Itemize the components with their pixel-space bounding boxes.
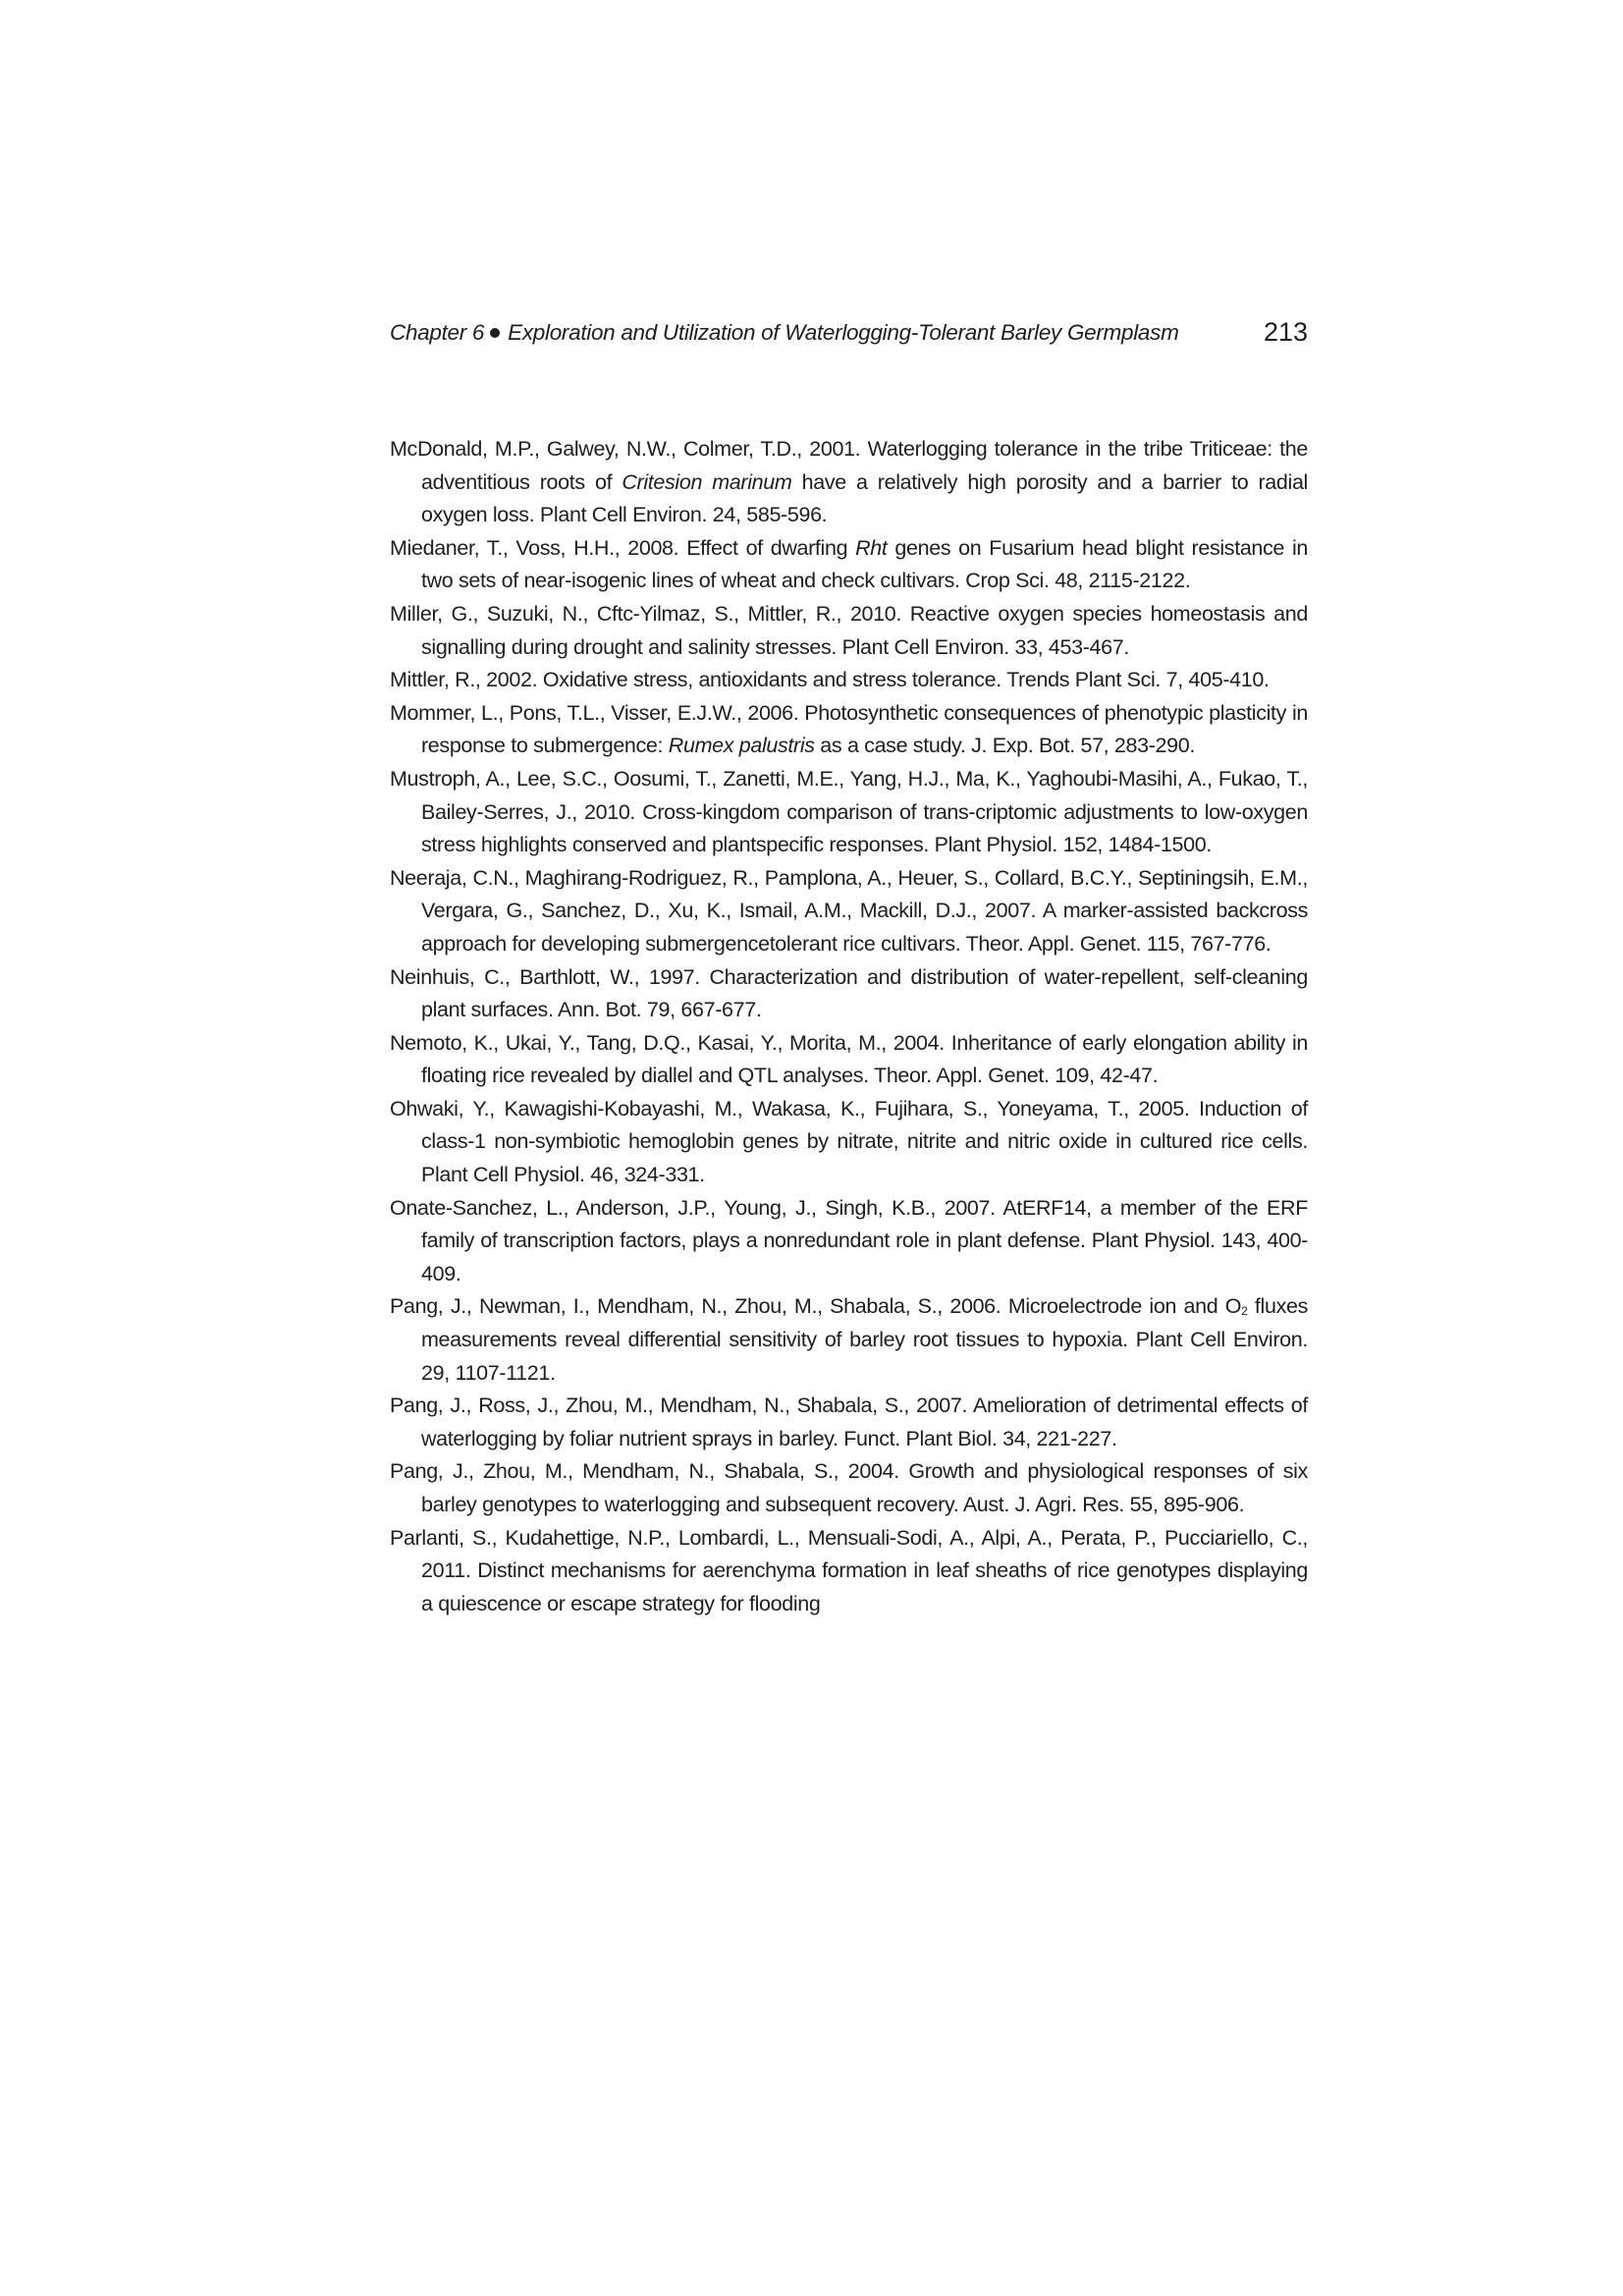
page-number: 213 [1263, 317, 1308, 347]
reference-text: Pang, J., Zhou, M., Mendham, N., Shabala, S., 2004. Growth and physiological responses of six barley genotypes to waterlogging and subsequent recovery. Aust. J. Agri. Res. 55, 895-906. [390, 1459, 1308, 1516]
reference-text: Onate-Sanchez, L., Anderson, J.P., Young, J., Singh, K.B., 2007. AtERF14, a member of the ERF family of transcription factors, plays a nonredundant role in plant defense. Plant Physiol. 143, 400-409. [390, 1195, 1308, 1285]
reference-text: Miedaner, T., Voss, H.H., 2008. Effect of dwarfing [390, 535, 856, 560]
reference-text: Pang, J., Newman, I., Mendham, N., Zhou, M., Shabala, S., 2006. Microelectrode ion and O [390, 1294, 1242, 1319]
reference-entry [390, 1522, 1308, 1621]
reference-entry [390, 862, 1308, 961]
reference-entry [390, 1192, 1308, 1291]
reference-entry [390, 433, 1308, 532]
reference-text: have a relatively high porosity and a barrier to radial oxygen loss. Plant Cell Environ. 24, 585-596. [421, 469, 1308, 527]
reference-entry [390, 1455, 1308, 1521]
reference-entry [390, 532, 1308, 598]
header-line [390, 320, 1179, 346]
reference-entry [390, 1027, 1308, 1093]
reference-text: Mommer, L., Pons, T.L., Visser, E.J.W., 2006. Photosynthetic consequences of phenotypic plasticity in response to submergence: [390, 700, 1308, 758]
reference-text: Nemoto, K., Ukai, Y., Tang, D.Q., Kasai, Y., Morita, M., 2004. Inheritance of early elongation ability in floating rice revealed by diallel and QTL analyses. Theor. Appl. Genet. 109, 42-47. [390, 1030, 1308, 1088]
reference-entry [390, 697, 1308, 763]
chapter-label: Chapter 6 [390, 320, 485, 345]
reference-text: Mustroph, A., Lee, S.C., Oosumi, T., Zanetti, M.E., Yang, H.J., Ma, K., Yaghoubi-Masihi, A., Fukao, T., Bailey-Serres, J., 2010. Cross-kingdom comparison of trans-criptomic adjustments to low-oxygen stress highlights conserved and plantspecific responses. Plant Physiol. 152, 1484-1500. [390, 766, 1308, 857]
reference-entry [390, 1093, 1308, 1192]
reference-text: as a case study. J. Exp. Bot. 57, 283-290. [814, 734, 1195, 758]
reference-text: Neinhuis, C., Barthlott, W., 1997. Characterization and distribution of water-repellent, self-cleaning plant surfaces. Ann. Bot. 79, 667-677. [390, 964, 1308, 1022]
bullet-icon [490, 328, 500, 338]
italic-term: Critesion marinum [622, 469, 792, 494]
reference-entry [390, 1390, 1308, 1455]
reference-list [390, 433, 1308, 1620]
subscript: 2 [1241, 1304, 1248, 1319]
reference-entry [390, 1290, 1308, 1390]
reference-text: Ohwaki, Y., Kawagishi-Kobayashi, M., Wakasa, K., Fujihara, S., Yoneyama, T., 2005. Induction of class-1 non-symbiotic hemoglobin genes by nitrate, nitrite and nitric oxide in cultured rice cells. Plant Cell Physiol. 46, 324-331. [390, 1096, 1308, 1187]
reference-text: Neeraja, C.N., Maghirang-Rodriguez, R., Pamplona, A., Heuer, S., Collard, B.C.Y., Septiningsih, E.M., Vergara, G., Sanchez, D., Xu, K., Ismail, A.M., Mackill, D.J., 2007. A marker-assisted backcross approach for developing submergencetolerant rice cultivars. Theor. Appl. Genet. 115, 767-776. [390, 865, 1308, 956]
reference-text: Mittler, R., 2002. Oxidative stress, antioxidants and stress tolerance. Trends Plant Sci. 7, 405-410. [390, 668, 1270, 692]
italic-term: Rumex palustris [668, 734, 815, 758]
reference-text: Miller, G., Suzuki, N., Cftc-Yilmaz, S., Mittler, R., 2010. Reactive oxygen species homeostasis and signalling during drought and salinity stresses. Plant Cell Environ. 33, 453-467. [390, 601, 1308, 659]
running-header [390, 317, 1308, 355]
reference-entry [390, 664, 1308, 697]
reference-text: Pang, J., Ross, J., Zhou, M., Mendham, N., Shabala, S., 2007. Amelioration of detrimental effects of waterlogging by foliar nutrient sprays in barley. Funct. Plant Biol. 34, 221-227. [390, 1394, 1308, 1450]
reference-entry [390, 961, 1308, 1027]
reference-text: Parlanti, S., Kudahettige, N.P., Lombardi, L., Mensuali-Sodi, A., Alpi, A., Perata, P., Pucciariello, C., 2011. Distinct mechanisms for aerenchyma formation in leaf sheaths of rice genotypes displaying a quiescence or escape strategy for flooding [390, 1525, 1308, 1615]
reference-text: genes on Fusarium head blight resistance in two sets of near-isogenic lines of wheat and check cultivars. Crop Sci. 48, 2115-2122. [421, 535, 1308, 593]
italic-term: Rht [855, 535, 888, 560]
reference-text: McDonald, M.P., Galwey, N.W., Colmer, T.D., 2001. Waterlogging tolerance in the tribe Triticeae: the adventitious roots of [390, 437, 1308, 494]
reference-text: fluxes measurements reveal differential sensitivity of barley root tissues to hypoxia. Plant Cell Environ. 29, 1107-1121. [421, 1294, 1308, 1385]
reference-entry [390, 763, 1308, 862]
header-title: Exploration and Utilization of Waterlogging-Tolerant Barley Germplasm [508, 320, 1179, 345]
reference-entry [390, 598, 1308, 664]
